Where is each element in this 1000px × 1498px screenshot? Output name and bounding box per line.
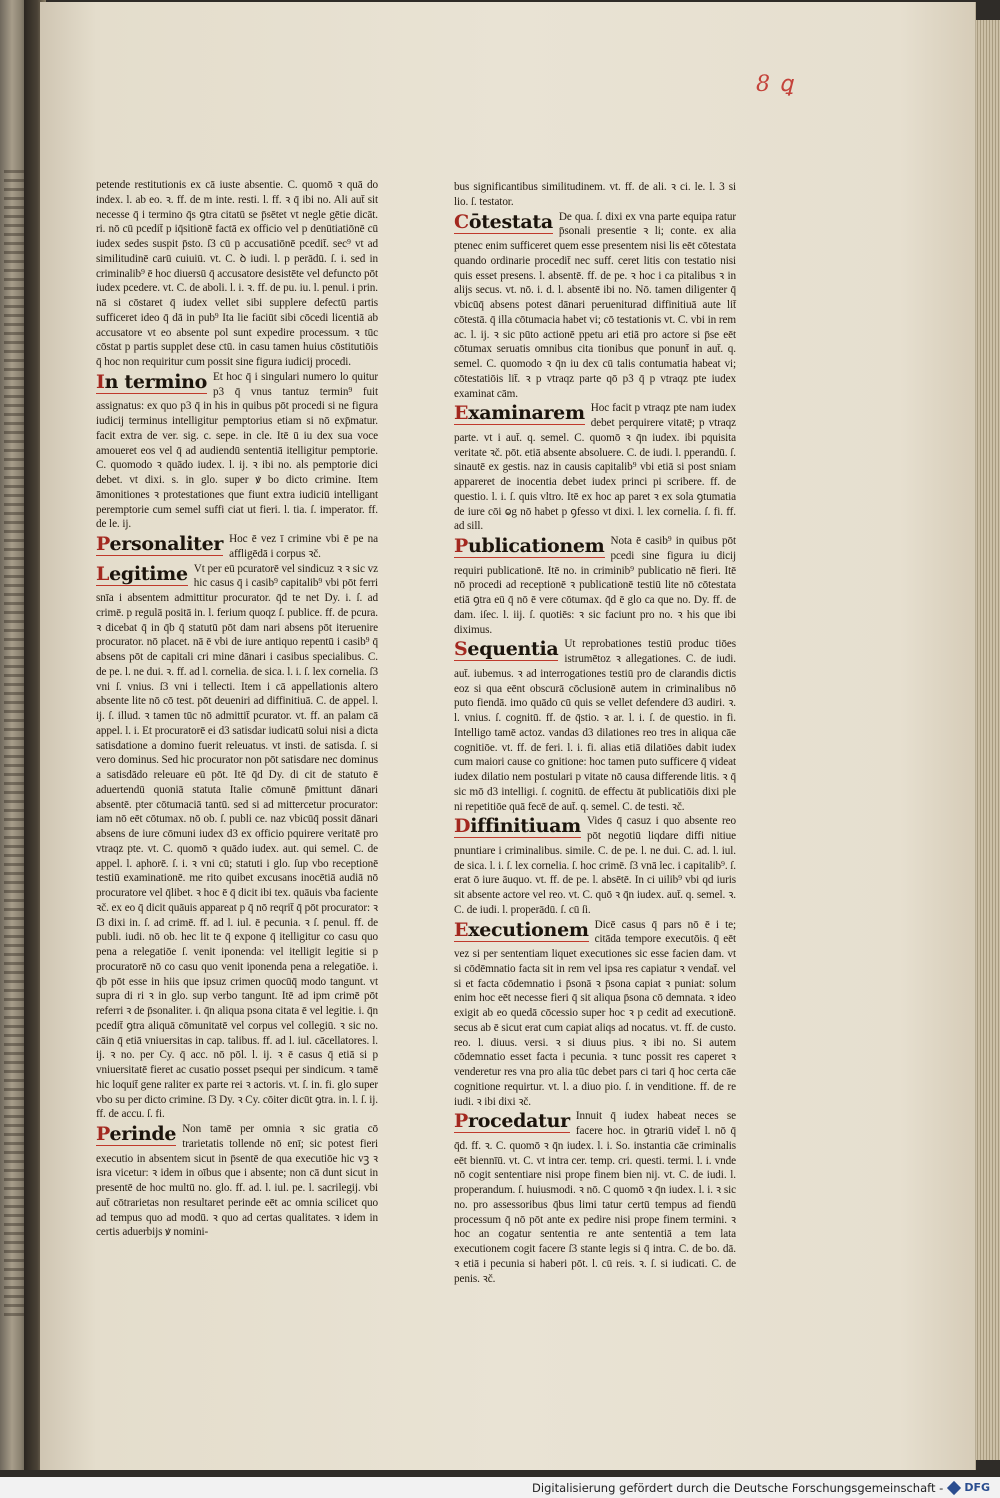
rubric-heading: Sequentia — [454, 638, 559, 661]
text-paragraph — [454, 814, 736, 917]
rubric-heading: In termino — [96, 370, 208, 393]
paragraph-text: De qua. ſ. dixi ex vna parte equipa ratur p̄sonali presentie ꝛ li; conte. ex alia ptenec enim sufficeret quem esse presentem nisi lis eēt cōtestata quando ordinarie procedit̄ nec suff. ceret litis con testatio nisi quis esset presens. l. absentē. ff. de pe. ꝛ hoc i ca pitalibus ꝛ in alijs secus. vt. nō. i. d. l. absentē ibi no. Nō. tamen diligenter q̄ vbicūq̄ absens potest dānari perueniturad diffinitiuā aute lit̄ cōtestā. q̄ illa cōtumacia habet vi; cō testationis vt. C. vbi in rem ac. l. ij. ꝛ sic pūto actionē ppetu ari etiā pro actore si p̄se eēt cōtumax seruatis omnibus cita tionibus que ponunt̄ in aut̄. q. semel. C. quomodo ꝛ q̄n iu dex cū talis contumatia habeat vi; cōtestatiōis lit̄. ꝛ p vtraqz parte qō p3 q̄ p vtraqz pte iudex examinat cām. — [454, 210, 736, 400]
paragraph-text: Et hoc q̄ i singulari numero lo quitur p3 q̄ vnus tantuz termin⁹ fuit assignatus: ex quo p3 q̄ in his in quibus pōt procedi si ne figura iudicij terminus intelligitur pemptorius etiam si nō exp̄matur. facit extra de ver. sig. c. sepe. in cle. Itē ū iu dex sua voce amoueret eos vel q̄ ad audiendū sententiā itelligitur pemptorie. C. quomodo ꝛ quādo iudex. l. ij. ꝛ ibi no. als pemptorie dici debet. vt dixi. s. in glo. super ꝟ bo dicto crimine. Item āmonitiones ꝛ protestationes que fiunt extra iudiciū intelligant peremptorie cum semel suffi ciat ut fieri. l. tia. ſ. imperator. ff. de le. ij. — [96, 370, 378, 531]
rubric-heading: Publicationem — [454, 535, 605, 557]
text-paragraph — [454, 210, 736, 402]
paragraph-text: Innuit q̄ iudex habeat neces se facere hoc. in ꝯtrariū videt̄ l. nō q̄ q̄d. ff. ꝛ. C. quomō ꝛ q̄n iudex. l. i. So. instantia cāe criminalis eēt biennīū. vt. C. vt intra cer. temp. cri. questi. termi. l. i. vnde nō cogit sententiare nisi prope finem bien nij. vt. C. de iudi. l. properandum. ſ. huiusmodi. ꝛ nō. C quomō ꝛ q̄n iudex. l. i. ꝛ sic no. pro assessoribus q̄bus limi tatur certū tempus ad fiendū processum q̄ nō pōt ante ex pedire nisi prope finem termini. ꝛ hoc an cogatur sententia re ante sententiā a tem lata executionem cogit facere ſ3 stante legis si q̄ intra. C. de bo. dā. ꝛ etiā i pecunia si haberi pōt. l. cū reis. ꝛ. ſ. si iudicati. C. de penis. ꝛč. — [454, 1110, 736, 1285]
funding-credit: Digitalisierung gefördert durch die Deutsche Forschungsgemeinschaft - — [532, 1480, 944, 1495]
text-paragraph — [96, 370, 378, 532]
text-paragraph — [454, 918, 736, 1110]
paragraph-text: Non tamē per omnia ꝛ sic gratia cō trarietatis tollende nō enī; sic potest fieri executio in absentem sicut in p̄sentē de qua executiōe hic vꝫ ꝛ isra vicetur: ꝛ idem in oībus que i absente; non cā dunt sicut in presentē de hoc multū no. glo. ff. ad. l. iul. pe. l. sacrilegij. vbi aut̄ cōtrarietas non resultaret perinde eēt ac omnia scilicet quo ad tempus quo ad modū. ꝛ quo ad certas qualitates. ꝛ idem in certis aduerbijs ꝟ nomini- — [96, 1123, 378, 1239]
dfg-logo-text: DFG — [964, 1481, 990, 1494]
rubric-heading: Personaliter — [96, 533, 224, 555]
paragraph-text: Hoc ē vez ī crimine vbi ē pe na affligēdā i corpus ꝛč. — [229, 533, 378, 560]
paragraph-text: bus significantibus similitudinem. vt. ff. de ali. ꝛ ci. le. l. 3 si lio. ſ. testator. — [454, 181, 736, 208]
folio-number: 8 ꝗ — [756, 72, 794, 97]
rubric-heading: Diffinitiuam — [454, 815, 581, 838]
paragraph-text: Nota ē casib⁹ in quibus pōt pcedi sine figura iu dicij requiri publicationē. Itē no. in criminib⁹ publicatio nē fieri. Itē nō procedi ad receptionē ꝛ publicationē testiū lite nō cōtestata etiā ꝯtra eū q̄ nō ē vere cōtumax. q̄d ē glo ca que no. Dy. ff. de dam. iſec. l. iij. ſ. quotiēs: ꝛ sic faciunt pro no. ꝛ his que ibi diximus. — [454, 535, 736, 636]
text-paragraph — [454, 637, 736, 814]
text-paragraph — [454, 534, 736, 637]
text-paragraph — [454, 1109, 736, 1286]
paragraph-text: Dicē casus q̄ pars nō ē i te; citāda tempore executōis. q̄ eēt vez si per sententiam liquet executiones sic esse facien dam. vt si cōdēmnatio facta sit in rem vel ipsa res capiatur ꝛ vendat̄. vel si et facta cōdemnatio i p̄sonā ꝛ p̄sona capiat ꝛ puniat: solum enim hoc eēt necesse fieri q̄ sit aliqua p̄sona cō demnata. ꝛ ideo exigit ab eo quedā cōcessio super hoc ꝛ p cedit ad executionē. secus ab ē sicut erat cum capiat aliqs ad nocatus. vt. ff. de custo. reo. l. diuus. versi. ꝛ si diuus pius. ꝛ ibi no. Si autem cōdemnatio esset facta i pecunia. ꝛ tunc possit res caperet ꝛ venderetur res vna pro alia tūc debet pars ci tari q̄ hoc certa cāe cognitione requirtur. vt. l. a diuo pio. ſ. in venditione. ff. de re iudi. ꝛ ibi dixi ꝛč. — [454, 918, 736, 1108]
facing-page-text — [4, 170, 24, 1320]
paragraph-text: Ut reprobationes testiū produc tiōes istrumētoz ꝛ allegationes. C. de iudi. aut̄. iubemus. ꝛ ad interrogationes testiū pro de clarandis dictis eoz si qua eēnt obscurā cōclusionē autem in criminalibus nō puto fiendā. imo quādo cū quis se vellet defendere d3 audiri. ꝛ. l. vnius. ſ. cognitū. ff. de q̄stio. ꝛ ar. l. i. ſ. de questio. in fi. Intelligo tamē actoz. vandas d3 dilationes reo tres in aliqua cāe cognitiōe. vt. ff. de feri. l. i. fi. alias etiā dilatiōes dabit iudex cum maiori cause co gnitione: hoc tamen puto sufficere q̄ videat iudex dilatio nem postulari p vitate nō causa differende litis. ꝛ q̄ sic mō d3 intelligi. ſ. cognitū. de effectu āt publicatiōis dixi ple ni repetitiōe quā fecē de aut̄. q. semel. C. de testi. ꝛč. — [454, 638, 736, 813]
text-paragraph — [96, 562, 378, 1123]
text-paragraph — [96, 532, 378, 562]
paragraph-text: Vt per eū pcuratorē vel sindicuz ꝛ ꝛ sic vz hic casus q̄ i casib⁹ capitalib⁹ vbi pōt ferri snīa i absentem admittitur procurator. q̄d te net Dy. i. ſ. ad crimē. p regulā positā in. l. ferium quoqz ſ. publice. ff. de pcura. ꝛ dicebat q̄ in q̄b q̄ statutū pōt dam nari absens pōt iteruenire procurator. nō placet. nā ē vbi de iure antiquo repentū i casib⁹ q̄ absens pōt de capitali cri mine dānari i casibus specialibus. C. de pe. l. ne dui. ꝛ. ff. ad l. cornelia. de sica. l. i. ſ. lex cornelia. ſ3 vni ſ. vnius. ſ3 vni i tellecti. Item i cā appellationis altero absente lite nō cō test. pōt deueniri ad diffinitiuā. C. de appel. l. ij. ſ. illud. ꝛ tamen tūc nō admittit̄ pcurator. vt. ff. an palam cā appel. l. i. Et procuratorē ei d3 satisdar iudicatū solui nisi a dicta satisdatione a domino fuerit releuatus. vt insti. de satisda. ſ. si vero dominus. Sed hic procurator non pōt satisdare nec dominus a satisdādo releuare eū pōt. Itē q̄d Dy. di cit de statuto ē aduertendū quoniā statuta Italie cōmunē p̄mittunt dānari absentē. pter cōtumaciā tantū. sed si ad mittercetur procurator: iam nō eēt cōtumax. nō ob. ſ. publi ce. naz vbicūq̄ possit dānari absens de iure cōmuni iudex d3 ex officio pquirere veritatē pro vtraqz pte. vt. C. quomō ꝛ quādo iudex. aut. qui semel. C. de appel. l. aphorē. ſ. i. ꝛ vni cū; statuti i glo. ſup vbo receptionē testiū examinationē. me rito quibet excusans inocētiā audiā nō procuratore vel q̄libet. ꝛ hoc ē q̄ dicit ibi tex. quāuis vba faciente ꝛč. ex eo q̄ dicit quāuis appareat p q̄ nō reqrit̄ q̄ pōt procurator: ꝛ ſ3 dixi in. ſ. ad crimē. ff. ad l. iul. ē pecunia. ꝛ ſ. penul. ff. de publi. iudi. nō ob. hec lit te q̄ expone q̄ itelligitur co casu quo pena a relegatiōe ſ. venit iponenda: vel itelligit legitie si p procuratorē nō co casu quo venit iponenda pena a relegatiōe. i. q̄b pōt esse in hiis que ipsuz crimen quocūq̄ modo tangunt. vt supra di ri ꝛ in glo. sup verbo tangunt. Itē ad ipm crimē pōt referri ꝛ de p̄sonaliter. i. q̄n aliqua psona citata ē vel legitie. i. q̄n pcedit̄ ꝯtra aliquā cōmunitatē vel corpus vel collegiū. ꝛ sic no. cāin q̄ etiā vniuersitas in cap. talibus. ff. ad l. iul. cācellatores. l. ij. ꝛ no. per Cy. q̄ acc. nō pōl. l. ij. ꝛ ē casus q̄ etiā si p vniuersitatē fieret ac cusatio posset psequi per sindicum. ꝛ tamē hic loquit̄ gene raliter ex parte rei ꝛ actoris. vt. ſ. in. fi. glo super vbo su per dicto crimine. ſ3 Dy. ꝛ Cy. cōiter dicūt ꝯtra. in. l. ſ. ij. ff. de accu. ſ. fi. — [96, 562, 378, 1121]
dfg-logo-icon — [947, 1480, 961, 1494]
text-paragraph — [454, 401, 736, 534]
dfg-logo — [949, 1481, 990, 1494]
left-text-column — [96, 178, 378, 1240]
text-paragraph — [96, 1122, 378, 1240]
rubric-heading: Perinde — [96, 1123, 177, 1145]
rubric-heading: Examinarem — [454, 402, 585, 425]
rubric-heading: Procedatur — [454, 1110, 570, 1133]
page-block-edges — [975, 20, 1000, 1460]
paragraph-text: Vides q̄ casuz i quo absente reo pōt negotiū liqdare diffi nitiue pnuntiare i criminalibus. simile. C. de pe. l. ne dui. C. ad. l. iul. de sica. l. i. ſ. lex cornelia. ſ. hoc crimē. ſ3 vnā lec. i capitalib⁹. ſ. erat ō iure āuquo. vt. ff. de pe. l. absētē. In ci uilib⁹ vbi qd iuris sit absente actore vel reo. vt. C. quō ꝛ q̄n iudex. aut̄. q. semel. ꝛ. C. de iudi. l. properādū. ſ. cū ſi. — [454, 815, 736, 916]
paragraph-text: petende restitutionis ex cā iuste absentie. C. quomō ꝛ quā do index. l. ab eo. ꝛ. ff. de m inte. resti. l. ff. ꝛ q̄ ibi no. Ali aut̄ sit necesse q̄ i termino q̄s ꝯtra citatū se p̄sētet vt negle gētie dicāt. ri. nō cū pcedit̄ p iq̄sitionē factā ex officio vel p denūtiatiōnē cū iudex sedes suspit p̄sto. ſ3 cū p accusatiōnē pcedit̄. sec⁹ vt ad similitudinē carū cuiuiū. vt. C. ꝺ iudi. l. p perādū. ſ. i. sed in criminalib⁹ ē hoc diuersū q̄ accusatore desistēte vel defuncto pōt iudex pcedere. vt. C. de aboli. l. i. ꝛ. ff. de pu. iu. l. penul. i prin. nā si cōstaret q̄ iudex vellet sibi supplere defectū partis sufficeret ideo q̄ dā in pub⁹ Ita lie faciūt sibi cōcedi licentiā ab accusatore vt eo absente pol sunt expedire processum. ꝛ tūc cōstat p partis supplet dese ctū. in casu tamen huius cōstitutiōis q̄ hoc non requiritur cum possit sine figura iudicij procedi. — [96, 179, 378, 368]
footer-bar — [0, 1477, 1000, 1498]
rubric-heading: Cōtestata — [454, 210, 553, 233]
paragraph-text: Hoc facit p vtraqz pte nam iudex debet perquirere vitatē; p vtraqz parte. vt i aut̄. q. semel. C. quomō ꝛ q̄n iudex. ibi pquisita veritate ꝛč. pōt. etiā absente absoluere. C. de iudi. l. pperandū. ſ. sinautē ex gestis. naz in causis capitalib⁹ vbi etiā si post sniam appareret de inocentia debet iudex princi pi scribere. ff. de questio. l. i. ſ. quis vltro. Itē ex hoc ap paret ꝛ ex sola ꝯtumatia de iure cōi ⱺg nō habet p ꝯfesso vt dixi. l. lex cornelia. ſ. fi. ff. ad sill. — [454, 402, 736, 533]
right-text-column — [454, 180, 736, 1286]
rubric-heading: Legitime — [96, 562, 188, 585]
rubric-heading: Executionem — [454, 918, 589, 941]
text-paragraph — [454, 180, 736, 210]
text-paragraph — [96, 178, 378, 370]
